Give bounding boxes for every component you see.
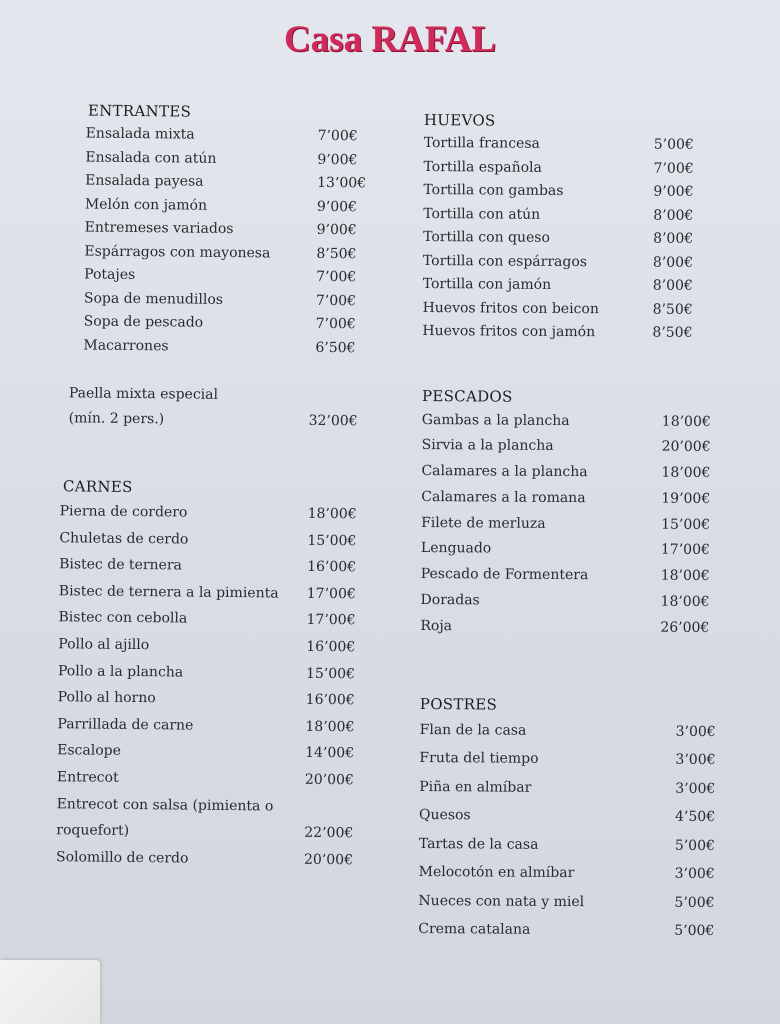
menu-item-price: 20’00€ bbox=[661, 438, 711, 456]
menu-item-price: 13’00€ bbox=[317, 174, 367, 192]
menu-item-price: 20’00€ bbox=[303, 851, 354, 869]
menu-item bbox=[34, 631, 374, 661]
menu-item-name: Melón con jamón bbox=[84, 195, 208, 214]
menu-item bbox=[36, 498, 376, 528]
menu-item bbox=[420, 407, 740, 435]
menu-item-price: 5’00€ bbox=[653, 136, 694, 153]
menu-item bbox=[420, 320, 740, 346]
menu-item bbox=[34, 604, 374, 634]
menu-item bbox=[421, 179, 741, 205]
menu-item-name: Flan de la casa bbox=[419, 721, 527, 739]
menu-item-name: Bistec de ternera bbox=[59, 556, 182, 574]
menu-item bbox=[35, 551, 375, 581]
menu-item bbox=[38, 239, 378, 266]
menu-item-name: Macarrones bbox=[83, 336, 169, 354]
menu-item-name: Bistec con cebolla bbox=[58, 609, 188, 627]
menu-item bbox=[417, 744, 737, 775]
menu-item bbox=[418, 614, 738, 642]
menu-item-name: Entrecot con salsa (pimienta o bbox=[56, 795, 274, 815]
menu-item bbox=[421, 273, 741, 299]
menu-item-name: Huevos fritos con beicon bbox=[422, 299, 599, 317]
menu-item bbox=[35, 578, 375, 608]
menu-item-price: 22’00€ bbox=[304, 824, 354, 842]
menu-item-name: Nueces con nata y miel bbox=[418, 892, 585, 910]
menu-item bbox=[38, 310, 378, 337]
menu-item-name: Filete de merluza bbox=[421, 514, 546, 532]
menu-item-price: 18’00€ bbox=[660, 593, 710, 611]
menu-item bbox=[419, 511, 739, 539]
menu-item-name: Tortilla con queso bbox=[423, 229, 550, 246]
menu-item bbox=[32, 844, 372, 874]
menu-item bbox=[421, 296, 741, 322]
menu-item-price: 7’00€ bbox=[316, 268, 357, 286]
menu-item-price: 8’00€ bbox=[652, 254, 694, 271]
menu-item bbox=[419, 485, 739, 513]
menu-item-name: Calamares a la romana bbox=[421, 488, 586, 507]
right-column bbox=[416, 108, 742, 946]
menu-item-price: 3’00€ bbox=[675, 780, 716, 797]
menu-item bbox=[32, 790, 372, 820]
menu-item-price: 8’00€ bbox=[652, 277, 693, 294]
menu-item bbox=[38, 286, 378, 313]
menu-item-name: Ensalada con atún bbox=[85, 148, 217, 167]
menu-item-name: Tortilla francesa bbox=[423, 135, 540, 152]
menu-item-name: Entrecot bbox=[56, 769, 119, 786]
menu-item-price: 18’00€ bbox=[305, 718, 355, 736]
menu-item-price: 5’00€ bbox=[674, 837, 716, 854]
menu-item-name: Pollo a la plancha bbox=[57, 662, 184, 681]
menu-item-name: Doradas bbox=[420, 592, 480, 609]
menu-item bbox=[39, 216, 379, 243]
menu-item-price: 17’00€ bbox=[660, 542, 710, 559]
menu-item-price: 8’00€ bbox=[653, 230, 694, 247]
menu-item bbox=[422, 155, 742, 181]
menu-item bbox=[37, 333, 377, 360]
menu-item bbox=[34, 684, 374, 714]
menu-item-price: 18’00€ bbox=[660, 567, 710, 585]
paella-price: 32’00€ bbox=[308, 412, 358, 430]
menu-item-name: Sirvia a la plancha bbox=[421, 437, 554, 455]
left-column bbox=[32, 98, 380, 874]
menu-item-price: 15’00€ bbox=[305, 665, 356, 682]
paella-item bbox=[69, 381, 378, 434]
menu-item-name: Huevos fritos con jamón bbox=[422, 323, 596, 341]
menu-item-price: 8’50€ bbox=[652, 301, 693, 318]
menu-item bbox=[419, 536, 739, 564]
menu-item-price: 4’50€ bbox=[675, 808, 716, 826]
menu-item bbox=[417, 858, 737, 889]
menu-item bbox=[420, 433, 740, 461]
menu-item-price: 15’00€ bbox=[307, 532, 357, 549]
menu-item-price: 9’00€ bbox=[316, 198, 358, 215]
menu-item-name: Tortilla con espárragos bbox=[422, 252, 588, 270]
section-heading: ENTRANTES bbox=[87, 101, 192, 121]
menu-item-name: Pollo al horno bbox=[57, 689, 156, 707]
menu-item bbox=[416, 887, 736, 918]
menu-item-price: 18’00€ bbox=[661, 464, 711, 482]
menu-item bbox=[419, 562, 739, 590]
menu-item-name: Pierna de cordero bbox=[59, 503, 188, 521]
section-heading: CARNES bbox=[62, 477, 133, 496]
menu-item-name: Sopa de pescado bbox=[83, 313, 204, 331]
menu-item bbox=[422, 132, 742, 158]
menu-item bbox=[421, 202, 741, 228]
menu-item bbox=[421, 249, 741, 275]
menu-item bbox=[33, 737, 373, 767]
menu-item-price: 9’00€ bbox=[316, 221, 357, 239]
menu-item-name: Ensalada mixta bbox=[85, 125, 195, 143]
section-heading: HUEVOS bbox=[423, 111, 496, 130]
menu-item-price: 7’00€ bbox=[315, 315, 356, 333]
menu-item-price: 7’00€ bbox=[653, 160, 694, 177]
menu-item-name: roquefort) bbox=[56, 822, 130, 840]
section-postres bbox=[416, 692, 738, 946]
menu-item-price: 8’50€ bbox=[316, 245, 357, 262]
napkin-corner bbox=[0, 960, 100, 1024]
menu-item-name: Chuletas de cerdo bbox=[59, 529, 189, 548]
menu-item-name: Tortilla con atún bbox=[423, 205, 541, 223]
menu-item-price: 18’00€ bbox=[307, 505, 357, 523]
menu-item-price: 18’00€ bbox=[661, 413, 711, 430]
menu-item-name: Ensalada payesa bbox=[85, 172, 204, 190]
menu-item bbox=[33, 764, 373, 794]
menu-item-name: Melocotón en almíbar bbox=[418, 864, 575, 882]
menu-item-price: 16’00€ bbox=[305, 691, 355, 709]
section-pescados bbox=[418, 383, 740, 641]
menu-item-price: 16’00€ bbox=[306, 638, 356, 656]
menu-item bbox=[40, 122, 380, 149]
menu-item bbox=[39, 192, 379, 219]
menu-item-name: Piña en almíbar bbox=[419, 778, 532, 796]
menu-item-name: Lenguado bbox=[420, 540, 492, 557]
menu-item-price: 9’00€ bbox=[653, 183, 694, 200]
menu-item-name: Pescado de Formentera bbox=[420, 566, 589, 584]
menu-item-price: 8’00€ bbox=[653, 207, 694, 224]
paella-name: Paella mixta especial bbox=[68, 385, 219, 403]
menu-item-price: 26’00€ bbox=[660, 619, 710, 636]
menu-item bbox=[419, 459, 739, 487]
menu-item bbox=[34, 658, 374, 688]
menu-item-name: Solomillo de cerdo bbox=[55, 848, 189, 867]
menu-item-name: Calamares a la plancha bbox=[421, 463, 588, 481]
paella-note: (mín. 2 pers.) bbox=[68, 410, 165, 428]
menu-item bbox=[421, 226, 741, 252]
menu-item bbox=[418, 588, 738, 616]
menu-item bbox=[38, 263, 378, 290]
section-huevos bbox=[420, 108, 742, 346]
menu-item-price: 17’00€ bbox=[306, 612, 356, 629]
menu-item-price: 8’50€ bbox=[652, 324, 693, 341]
menu-item-price: 20’00€ bbox=[304, 771, 354, 789]
menu-item bbox=[416, 915, 736, 946]
menu-item-price: 19’00€ bbox=[661, 490, 711, 507]
menu-item-price: 3’00€ bbox=[674, 865, 715, 883]
menu-item-price: 6’50€ bbox=[315, 339, 356, 356]
menu-item-name: Tortilla con gambas bbox=[423, 182, 564, 199]
section-heading: PESCADOS bbox=[421, 386, 513, 406]
menu-item-name: Quesos bbox=[419, 807, 471, 824]
menu-item-price: 3’00€ bbox=[675, 723, 716, 740]
menu-item-name: Roja bbox=[420, 617, 453, 635]
menu-item bbox=[39, 145, 379, 172]
menu-item-price: 17’00€ bbox=[306, 585, 356, 603]
menu-item-name: Fruta del tiempo bbox=[419, 750, 539, 768]
menu-item bbox=[33, 711, 373, 741]
menu-item bbox=[417, 773, 737, 804]
menu-item-price: 5’00€ bbox=[674, 922, 715, 940]
menu-item-name: Tortilla española bbox=[423, 158, 542, 176]
menu-item-name: Potajes bbox=[84, 266, 136, 284]
menu-item-price: 3’00€ bbox=[675, 751, 716, 769]
menu-item-name: Gambas a la plancha bbox=[421, 411, 570, 429]
menu-item-price: 7’00€ bbox=[315, 292, 357, 309]
menu-item-name: Tortilla con jamón bbox=[422, 276, 552, 293]
section-carnes bbox=[32, 474, 376, 874]
menu-item bbox=[35, 525, 375, 555]
menu-item bbox=[39, 169, 379, 196]
menu-title: Casa RAFAL bbox=[283, 19, 497, 60]
menu-item bbox=[417, 830, 737, 861]
menu-item-name: Crema catalana bbox=[418, 921, 531, 938]
menu-item-price: 9’00€ bbox=[317, 151, 358, 168]
menu-item-name: Espárragos con mayonesa bbox=[84, 242, 271, 261]
menu-item-name: Tartas de la casa bbox=[418, 835, 539, 853]
menu-item-name: Entremeses variados bbox=[84, 219, 234, 238]
menu-item bbox=[417, 801, 737, 832]
menu-item-price: 7’00€ bbox=[317, 127, 358, 145]
menu-item-price: 15’00€ bbox=[661, 516, 711, 533]
menu-item-name: Parrillada de carne bbox=[57, 715, 194, 734]
menu-item-price: 5’00€ bbox=[674, 894, 715, 911]
menu-item-name: Escalope bbox=[57, 742, 121, 760]
menu-item-name: Bistec de ternera a la pimienta bbox=[58, 583, 279, 602]
section-heading: POSTRES bbox=[419, 694, 498, 714]
menu-item bbox=[32, 817, 372, 847]
menu-item-price: 16’00€ bbox=[307, 559, 357, 576]
menu-item-name: Pollo al ajillo bbox=[58, 636, 150, 654]
section-entrantes bbox=[37, 98, 380, 361]
menu-item-name: Sopa de menudillos bbox=[83, 289, 224, 308]
menu-item-price: 14’00€ bbox=[305, 745, 355, 762]
menu-item bbox=[418, 716, 738, 747]
